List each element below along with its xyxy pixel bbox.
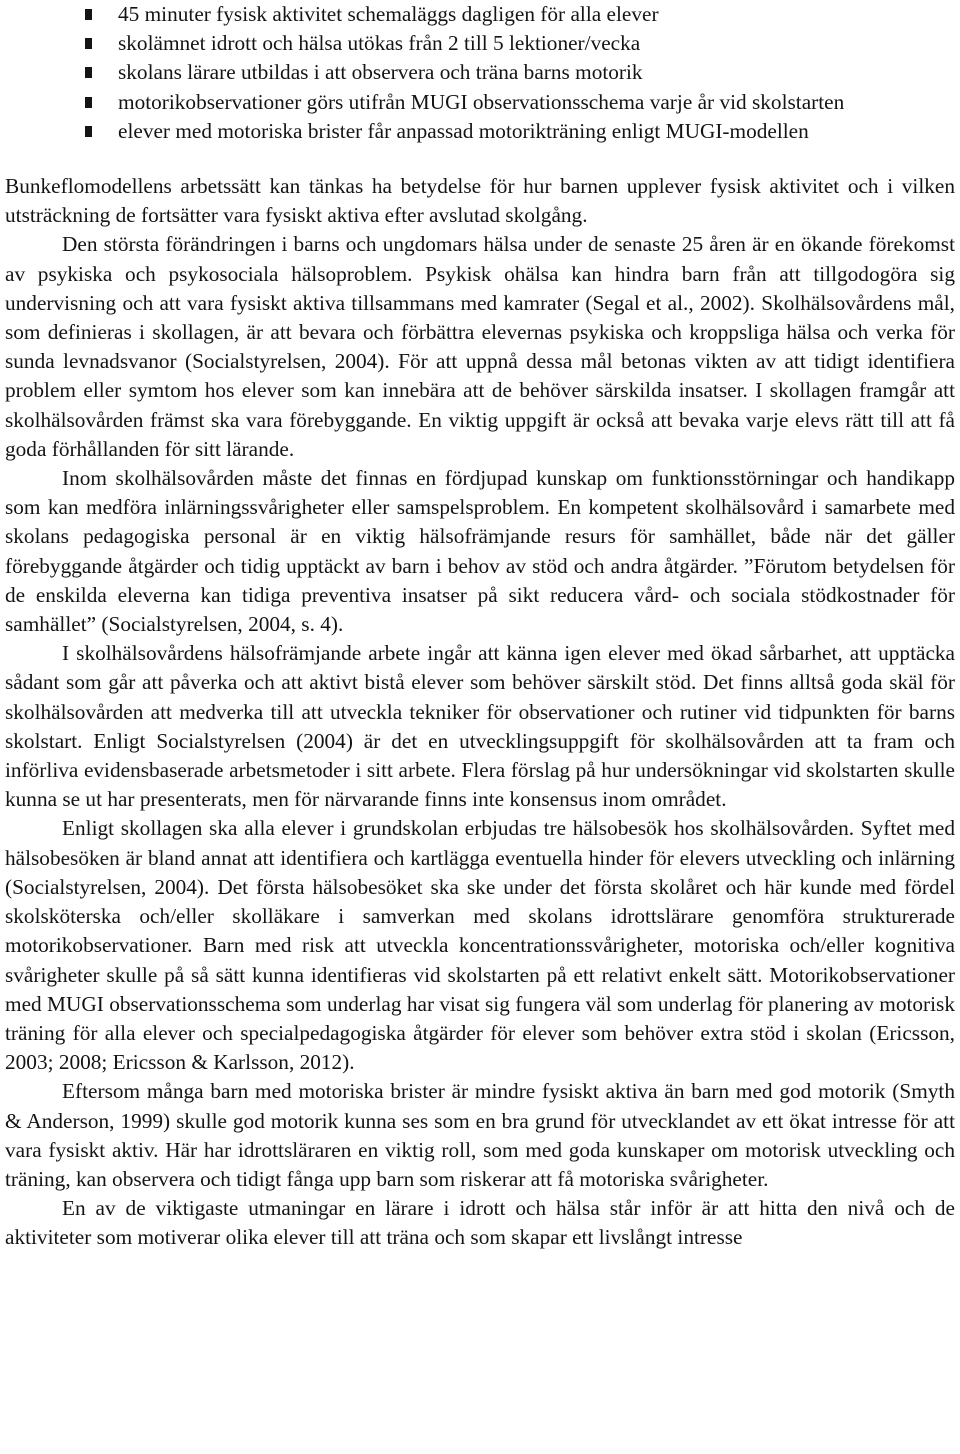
bullet-list xyxy=(5,0,955,146)
paragraph: Bunkeflomodellens arbetssätt kan tänkas ha betydelse för hur barnen upplever fysisk aktivitet och i vilken utsträckning de fortsätter vara fysiskt aktiva efter avslutad skolgång. xyxy=(5,174,955,228)
square-bullet-icon xyxy=(85,67,92,78)
bullet-item xyxy=(5,29,955,58)
square-bullet-icon xyxy=(85,9,92,20)
bullet-text: skolämnet idrott och hälsa utökas från 2 till 5 lektioner/vecka xyxy=(118,31,641,56)
document-page xyxy=(5,0,955,1253)
bullet-text: skolans lärare utbildas i att observera och träna barns motorik xyxy=(118,60,643,85)
paragraph: I skolhälsovårdens hälsofrämjande arbete ingår att känna igen elever med ökad sårbarhet, att upptäcka sådant som går att påverka och att aktivt bistå elever som behöver särskilt stöd. Det finns alltså goda skäl för skolhälsovården att medverka till att utveckla tekniker för observationer och rutiner vid tidpunkten för barns skolstart. Enligt Socialstyrelsen (2004) är det en utvecklingsuppgift för skolhälsovården att ta fram och införliva evidensbaserade arbetsmetoder i sitt arbete. Flera förslag på hur undersökningar vid skolstarten skulle kunna se ut har presenterats, men för närvarande finns inte konsensus inom området. xyxy=(5,641,955,812)
bullet-item xyxy=(5,117,955,146)
bullet-item xyxy=(5,88,955,117)
bullet-item xyxy=(5,58,955,87)
bullet-text: motorikobservationer görs utifrån MUGI observationsschema varje år vid skolstarten xyxy=(118,89,845,114)
paragraph: Enligt skollagen ska alla elever i grundskolan erbjudas tre hälsobesök hos skolhälsovården. Syftet med hälsobesöken är bland annat att identifiera och kartlägga eventuella hinder för elevers utveckling och inlärning (Socialstyrelsen, 2004). Det första hälsobesöket ska ske under det första skolåret och här kunde med fördel skolsköterska och/eller skolläkare i samverkan med skolans idrottslärare genomföra strukturerade motorikobservationer. Barn med risk att utveckla koncentrationssvårigheter, motoriska och/eller kognitiva svårigheter skulle på så sätt kunna identifieras vid skolstarten på ett relativt enkelt sätt. Motorikobservationer med MUGI observationsschema som underlag har visat sig fungera väl som underlag för planering av motorisk träning för alla elever och specialpedagogiska åtgärder för elever som behöver extra stöd i skolan (Ericsson, 2003; 2008; Ericsson & Karlsson, 2012). xyxy=(5,816,955,1075)
paragraph: Eftersom många barn med motoriska brister är mindre fysiskt aktiva än barn med god motorik (Smyth & Anderson, 1999) skulle god motorik kunna ses som en bra grund för utvecklandet av ett ökat intresse för att vara fysiskt aktiv. Här har idrottsläraren en viktig roll, som med goda kunskaper om motorisk utveckling och träning, kan observera och tidigt fånga upp barn som riskerar att få motoriska svårigheter. xyxy=(5,1079,955,1191)
paragraph: En av de viktigaste utmaningar en lärare i idrott och hälsa står inför är att hitta den nivå och de aktiviteter som motiverar olika elever till att träna och som skapar ett livslångt intresse xyxy=(5,1196,955,1250)
bullet-text: elever med motoriska brister får anpassad motorikträning enligt MUGI-modellen xyxy=(118,118,809,143)
bullet-text: 45 minuter fysisk aktivitet schemaläggs dagligen för alla elever xyxy=(118,2,659,26)
square-bullet-icon xyxy=(85,38,92,49)
square-bullet-icon xyxy=(85,126,92,137)
paragraph: Inom skolhälsovården måste det finnas en fördjupad kunskap om funktionsstörningar och handikapp som kan medföra inlärningssvårigheter eller samspelsproblem. En kompetent skolhälsovård i samarbete med skolans pedagogiska personal är en viktig hälsofrämjande resurs för samhället, både när det gäller förebyggande åtgärder och tidig upptäckt av barn i behov av stöd och andra åtgärder. ”Förutom betydelsen för de enskilda eleverna kan tidiga preventiva insatser på sikt reducera vård- och sociala stödkostnader för samhället” (Socialstyrelsen, 2004, s. 4). xyxy=(5,466,955,637)
paragraph: Den största förändringen i barns och ungdomars hälsa under de senaste 25 åren är en ökande förekomst av psykiska och psykosociala hälsoproblem. Psykisk ohälsa kan hindra barn från att tillgodogöra sig undervisning och att vara fysiskt aktiva tillsammans med kamrater (Segal et al., 2002). Skolhälsovårdens mål, som definieras i skollagen, är att bevara och förbättra elevernas psykiska och kroppsliga hälsa och verka för sunda levnadsvanor (Socialstyrelsen, 2004). För att uppnå dessa mål betonas vikten av att tidigt identifiera problem eller symtom hos elever som kan innebära att de behöver särskilda insatser. I skollagen framgår att skolhälsovården främst ska vara förebyggande. En viktig uppgift är också att bevaka varje elevs rätt till att få goda förhållanden för sitt lärande. xyxy=(5,232,955,461)
bullet-item xyxy=(5,0,955,29)
square-bullet-icon xyxy=(85,97,92,108)
